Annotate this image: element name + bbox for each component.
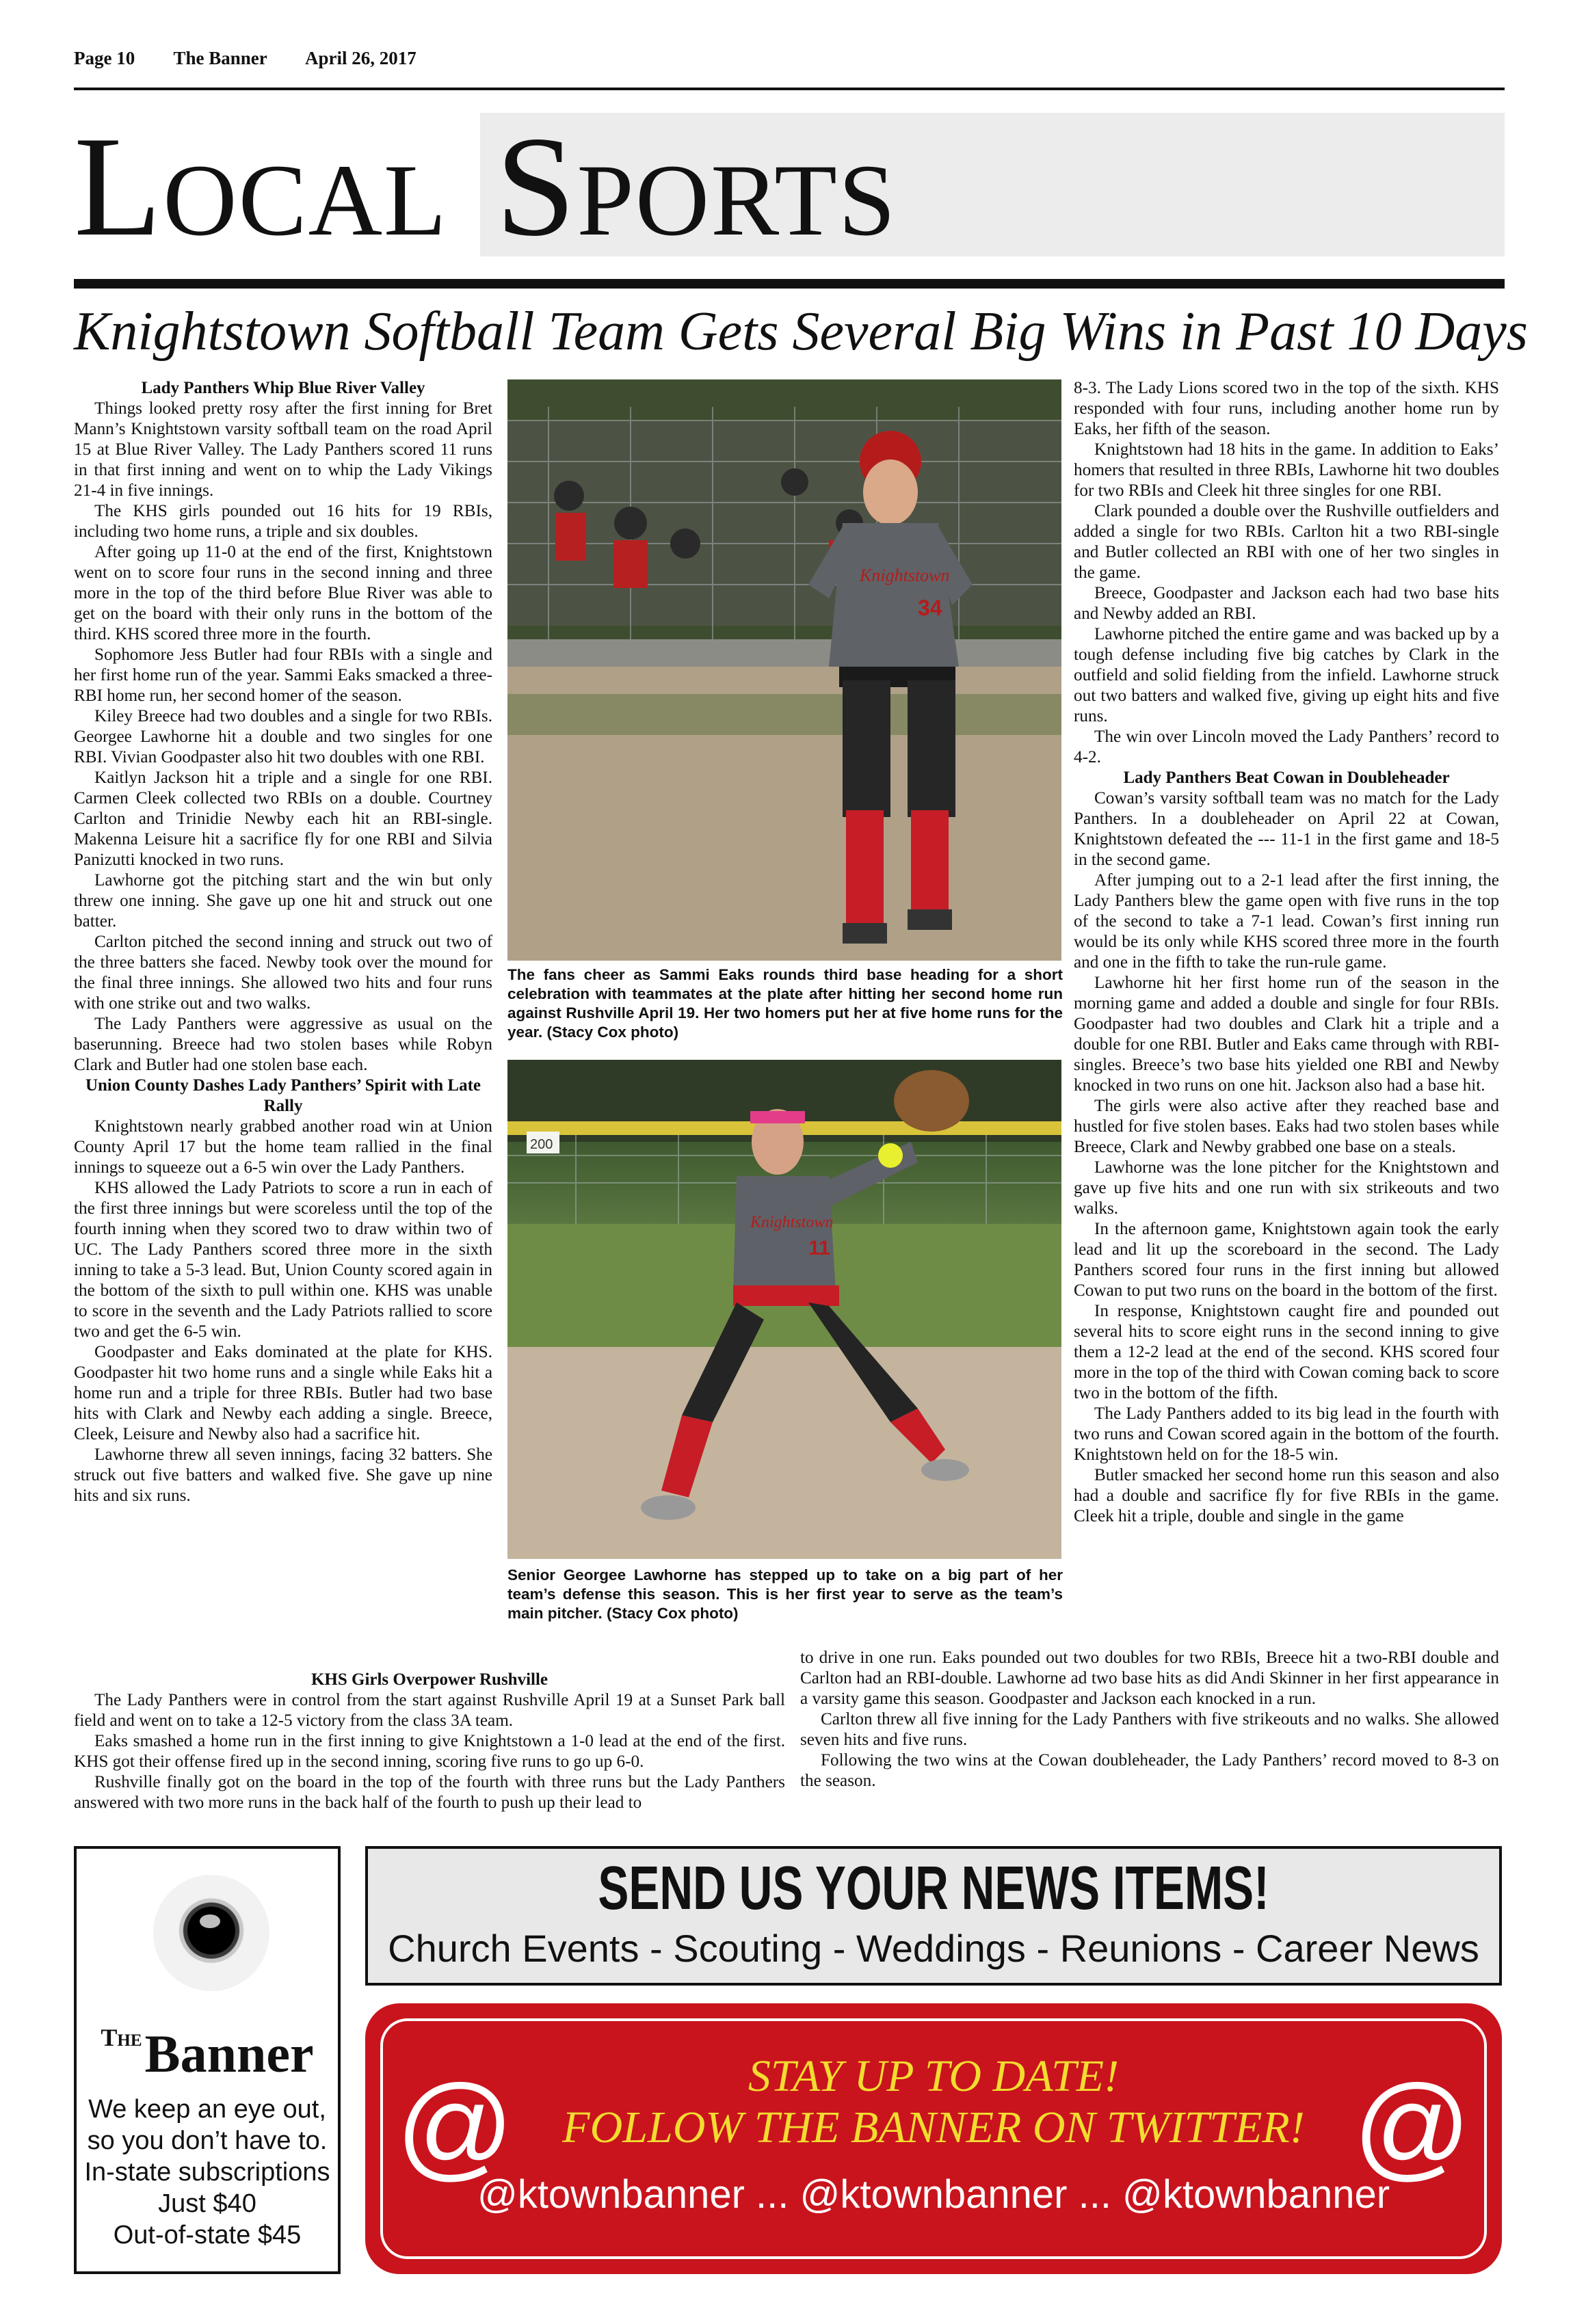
photo-georgee-lawhorne (507, 1060, 1061, 1559)
paragraph: Kiley Breece had two doubles and a single for two RBIs. Georgee Lawhorne hit a double and two singles for one RBI. Vivian Goodpaster also hit two doubles with one RBI. (74, 707, 492, 766)
masthead-sports-rest: PORTS (577, 144, 897, 257)
folio-line (74, 48, 451, 69)
paragraph: Carlton pitched the second inning and struck out two of the three batters she faced. Newby took over the mound for the final three innings. She allowed two hits and four runs with one strike out and two walks. (74, 933, 492, 1013)
paragraph: Clark pounded a double over the Rushville outfielders and added a single for two RBIs. Carlton hit a two RBI-single and Butler collected an RBI with one of her two singles in the game. (1074, 502, 1499, 582)
ad-instate-price: Just $40 (158, 2189, 256, 2218)
subheading: Union County Dashes Lady Panthers’ Spirit with Late Rally (85, 1076, 481, 1115)
eyeball-icon (153, 1875, 269, 1991)
paragraph: After jumping out to a 2-1 lead after the first inning, the Lady Panthers blew the game open with five runs in the top of the second to take a 7-1 lead. Cowan’s first inning run would be its only while KHS scored three more in the fourth and one in the fifth to take the run-rule game. (1074, 871, 1499, 972)
paragraph: Sophomore Jess Butler had four RBIs with a single and her first home run of the year. Sammi Eaks smacked a three-RBI home run, her second homer of the season. (74, 645, 492, 705)
paragraph: The Lady Panthers were aggressive as usual on the baserunning. Breece had two stolen bases while Robyn Clark and Butler had one stolen base each. (74, 1015, 492, 1074)
article-column-bottom-right (800, 1648, 1499, 1791)
photo-sammi-eaks (507, 379, 1061, 961)
paragraph: Butler smacked her second home run this season and also had a double and sacrifice fly for five RBIs in the game. Cleek hit a triple, double and single in the game (1074, 1466, 1499, 1525)
paragraph: Things looked pretty rosy after the first inning for Bret Mann’s Knightstown varsity softball team on the road April 15 at Blue River Valley. The Lady Panthers scored 11 runs in that first inning and went on to whip the Lady Vikings 21-4 in five innings. (74, 399, 492, 500)
paper-name: The Banner (173, 48, 267, 68)
paragraph: The girls were also active after they reached base and hustled for five stolen bases. Eaks had two stolen bases while Breece, Clark and Newby grabbed one base on a steals. (1074, 1097, 1499, 1156)
paragraph: Lawhorne pitched the entire game and was backed up by a tough defense including five big catches by Clark in the outfield and solid fielding from the infield. Lawhorne struck out two batters and walked five, giving up eight hits and five runs. (1074, 625, 1499, 725)
article-column-1 (74, 378, 492, 1506)
paragraph: Eaks smashed a home run in the first inning to give Knightstown a 1-0 lead at the end of the first. KHS got their offense fired up in the second inning, scoring five runs to go up 6-0. (74, 1732, 785, 1771)
paragraph: The Lady Panthers added to its big lead in the fourth with two runs and Cowan scored again in the bottom of the fourth. Knightstown held on for the 18-5 win. (1074, 1404, 1499, 1464)
masthead-sports-initial: S (495, 107, 577, 266)
photo-pitcher-illustration (507, 1060, 1061, 1559)
subheading: Lady Panthers Beat Cowan in Doubleheader (1123, 769, 1450, 787)
article-headline: Knightstown Softball Team Gets Several Big Wins in Past 10 Days (74, 302, 1528, 362)
photo-runner-illustration (507, 379, 1061, 961)
at-sign-icon-right: @ (1353, 2061, 1471, 2191)
paragraph: In the afternoon game, Knightstown again took the early lead and lit up the scoreboard in the second. The Lady Panthers scored four runs in the first inning but allowed Cowan to put two runs on the board in the bottom of the first. (1074, 1220, 1499, 1300)
top-rule (74, 88, 1505, 90)
issue-date: April 26, 2017 (305, 48, 417, 68)
ad-slogan-line1: We keep an eye out, (88, 2095, 326, 2124)
paragraph: Carlton threw all five inning for the Lady Panthers with five strikeouts and no walks. She allowed seven hits and five runs. (800, 1710, 1499, 1749)
page-number: Page 10 (74, 48, 135, 68)
paragraph: After going up 11-0 at the end of the first, Knightstown went on to score four runs in the second inning and three more in the top of the third before Blue River was able to get on the board with their only runs in the bottom of the third. KHS scored three more in the fourth. (74, 543, 492, 643)
paragraph: Knightstown nearly grabbed another road win at Union County April 17 but the home team rallied in the final innings to squeeze out a 6-5 win over the Lady Panthers. (74, 1117, 492, 1177)
outfield-distance-sign: 200 (530, 1137, 553, 1152)
twitter-ad-line2: FOLLOW THE BANNER ON TWITTER! (562, 2102, 1305, 2152)
masthead-local-initial: L (74, 107, 163, 266)
photo2-caption: Senior Georgee Lawhorne has stepped up to take on a big part of her team’s defense this season. This is her first year to serve as the team’s main pitcher. (Stacy Cox photo) (507, 1566, 1063, 1622)
paragraph: Lawhorne threw all seven innings, facing 32 batters. She struck out five batters and walked five. She gave up nine hits and six runs. (74, 1445, 492, 1505)
paragraph: The Lady Panthers were in control from the start against Rushville April 19 at a Sunset Park ball field and went on to take a 12-5 victory from the class 3A team. (74, 1691, 785, 1730)
ad-slogan-line2: so you don’t have to. (87, 2126, 328, 2155)
paragraph: The KHS girls pounded out 16 hits for 19 RBIs, including two home runs, a triple and six doubles. (74, 502, 492, 541)
news-ad-title: SEND US YOUR NEWS ITEMS! (598, 1854, 1269, 1923)
paragraph: 8-3. The Lady Lions scored two in the top of the sixth. KHS responded with four runs, including another home run by Eaks, her fifth of the season. (1074, 379, 1499, 438)
article-column-3 (1074, 378, 1499, 1527)
paragraph: In response, Knightstown caught fire and pounded out several hits to score eight runs in the second inning to give them a 12-2 lead at the end of the second. KHS scored four more in the top of the third with Cowan coming back to score two in the bottom of the fifth. (1074, 1302, 1499, 1402)
paragraph: KHS allowed the Lady Patriots to score a run in each of the first three innings but were scoreless until the top of the fourth inning when they scored two to draw within two of UC. The Lady Panthers scored three more in the sixth inning to take a 5-3 lead. But, Union County scored again in the bottom of the sixth to pull within one. KHS was unable to score in the seventh and the Lady Patriots rallied to score two and get the 6-5 win. (74, 1179, 492, 1341)
ad-instate-label: In-state subscriptions (84, 2158, 330, 2187)
paragraph: Lawhorne hit her first home run of the season in the morning game and added a double and single for four RBIs. Goodpaster had two doubles and Clark hit a triple and a double for one RBI. Butler and Eaks came through with RBI-singles. Breece’s two base hits yielded one RBI and Newby knocked in two runs on one hit. Jackson also had a base hit. (1074, 974, 1499, 1095)
pitcher-jersey-text: Knightstown (750, 1214, 834, 1231)
photo1-caption: The fans cheer as Sammi Eaks rounds third base heading for a short celebration with teammates at the plate after hitting her second home run against Rushville April 19. Her two homers put her at five home runs for the year. (Stacy Cox photo) (507, 966, 1063, 1041)
paragraph: Following the two wins at the Cowan doubleheader, the Lady Panthers’ record moved to 8-3 on the season. (800, 1751, 1499, 1790)
paragraph: Kaitlyn Jackson hit a triple and a single for one RBI. Carmen Cleek collected two RBIs on a double. Courtney Carlton and Trinidie Newby each hit an RBI-single. Makenna Leisure hit a sacrifice fly for one RBI and Silvia Panizutti knocked in two runs. (74, 769, 492, 869)
subscription-ad[interactable] (74, 1846, 341, 2274)
section-masthead (74, 107, 897, 272)
banner-logo (77, 2023, 338, 2085)
article-column-bottom-left (74, 1670, 785, 1813)
twitter-handles[interactable]: @ktownbanner ... @ktownbanner ... @ktownbanner (477, 2172, 1390, 2217)
ad-outstate-price: Out-of-state $45 (113, 2221, 302, 2249)
runner-jersey-text: Knightstown (860, 565, 950, 585)
runner-jersey-number: 34 (918, 596, 942, 620)
logo-the: The (101, 2024, 142, 2051)
news-items-ad[interactable] (365, 1846, 1502, 1986)
paragraph: Rushville finally got on the board in the top of the fourth with three runs but the Lady Panthers answered with two more runs in the back half of the fourth to push up their lead to (74, 1773, 785, 1812)
logo-banner: Banner (144, 2024, 314, 2083)
paragraph: to drive in one run. Eaks pounded out two doubles for two RBIs, Breece hit a two-RBI double and Carlton had an RBI-double. Lawhorne ad two base hits as did Andi Skinner in her first appearance in a varsity game this season. Goodpaster and Jackson each knocked in a run. (800, 1648, 1499, 1708)
masthead-local-rest: OCAL (163, 144, 448, 257)
at-sign-icon-left: @ (396, 2061, 514, 2191)
paragraph: Breece, Goodpaster and Jackson each had two base hits and Newby added an RBI. (1074, 584, 1499, 623)
twitter-ad-line1: STAY UP TO DATE! (748, 2051, 1120, 2101)
subheading: KHS Girls Overpower Rushville (310, 1670, 548, 1689)
paragraph: Knightstown had 18 hits in the game. In addition to Eaks’ homers that resulted in three RBIs, Lawhorne hit two doubles for two RBIs and Cleek hit three singles for one RBI. (1074, 440, 1499, 500)
subheading: Lady Panthers Whip Blue River Valley (141, 379, 425, 397)
paragraph: Goodpaster and Eaks dominated at the plate for KHS. Goodpaster hit two home runs and a single while Eaks hit a home run and a triple for three RBIs. Butler had two base hits with Clark and Newby each adding a single. Breece, Cleek, Leisure and Newby also had a sacrifice hit. (74, 1343, 492, 1443)
paragraph: The win over Lincoln moved the Lady Panthers’ record to 4-2. (1074, 727, 1499, 766)
pitcher-jersey-number: 11 (808, 1237, 830, 1259)
paragraph: Lawhorne was the lone pitcher for the Knightstown and gave up five hits and one run with six strikeouts and two walks. (1074, 1158, 1499, 1218)
masthead-rule (74, 279, 1505, 289)
paragraph: Lawhorne got the pitching start and the win but only threw one inning. She gave up one hit and struck out one batter. (74, 871, 492, 931)
twitter-ad[interactable] (365, 2003, 1502, 2274)
paragraph: Cowan’s varsity softball team was no match for the Lady Panthers. In a doubleheader on April 22 at Cowan, Knightstown defeated the --- 11-1 in the first game and 18-5 in the second game. (1074, 789, 1499, 869)
news-ad-categories: Church Events - Scouting - Weddings - Reunions - Career News (388, 1927, 1479, 1970)
